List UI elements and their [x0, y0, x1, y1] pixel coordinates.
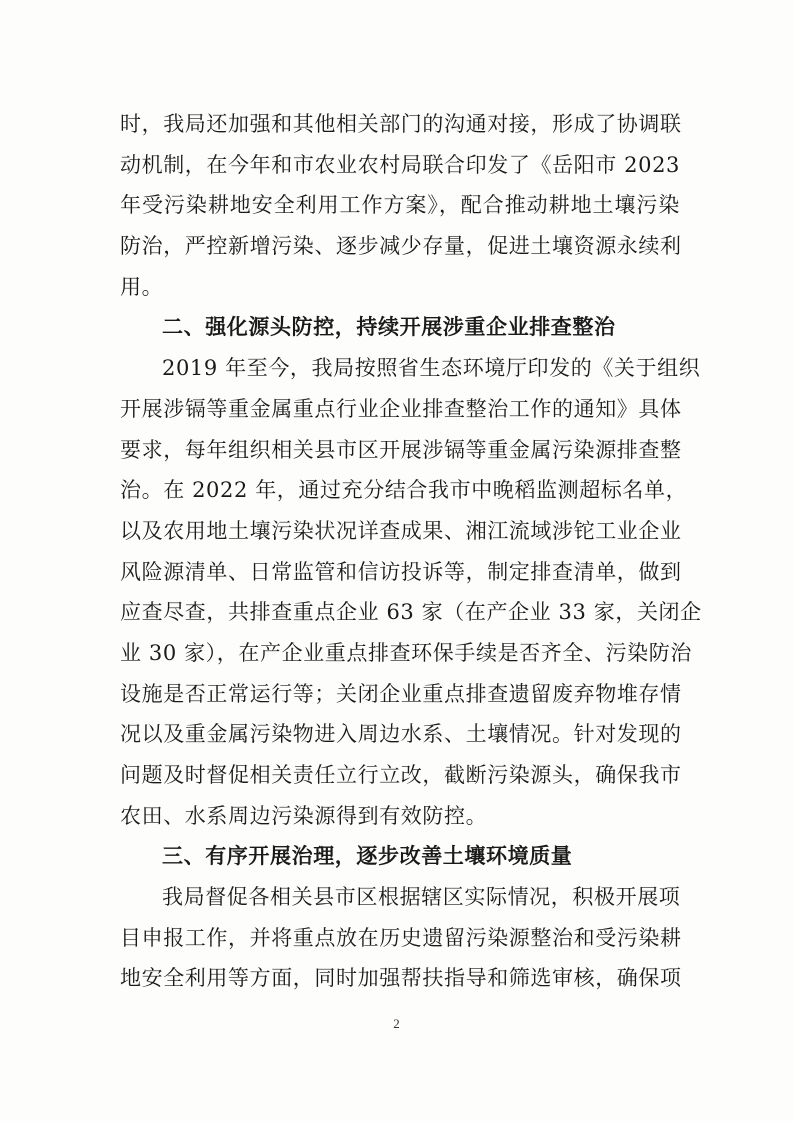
text-line: 设施是否正常运行等；关闭企业重点排查遗留废弃物堆存情 — [120, 681, 682, 706]
text-line: 应查尽查，共排查重点企业 63 家（在产企业 33 家，关闭企 — [120, 600, 702, 625]
text-line: 风险源清单、日常监管和信访投诉等，制定排查清单，做到 — [120, 559, 682, 584]
text-line: 地安全利用等方面，同时加强帮扶指导和筛选审核，确保项 — [120, 966, 682, 991]
text-line: 问题及时督促相关责任立行立改，截断污染源头，确保我市 — [120, 763, 682, 787]
text-line: 用。 — [120, 274, 164, 299]
text-line: 时，我局还加强和其他相关部门的沟通对接，形成了协调联 — [120, 112, 682, 136]
text-line: 要求，每年组织相关县市区开展涉镉等重金属污染源排查整 — [120, 437, 682, 462]
text-line: 防治，严控新增污染、逐步减少存量，促进土壤资源永续利 — [120, 234, 682, 259]
text-line: 以及农用地土壤污染状况详查成果、湘江流域涉铊工业企业 — [120, 518, 682, 543]
text-line: 开展涉镉等重金属重点行业企业排查整治工作的通知》具体 — [120, 396, 682, 421]
text-line: 农田、水系周边污染源得到有效防控。 — [120, 803, 488, 828]
page-number: 2 — [393, 1016, 400, 1031]
text-line: 业 30 家），在产企业重点排查环保手续是否齐全、污染防治 — [120, 640, 692, 665]
document-body — [120, 104, 702, 999]
text-line: 我局督促各相关县市区根据辖区实际情况，积极开展项 — [162, 885, 681, 910]
section-heading: 三、有序开展治理，逐步改善土壤环境质量 — [162, 844, 573, 869]
text-line: 动机制，在今年和市农业农村局联合印发了《岳阳市 2023 — [120, 152, 680, 177]
text-line: 2019 年至今，我局按照省生态环境厅印发的《关于组织 — [162, 356, 701, 381]
text-line: 治。在 2022 年，通过充分结合我市中晚稻监测超标名单， — [120, 478, 688, 503]
text-line: 况以及重金属污染物进入周边水系、土壤情况。针对发现的 — [120, 722, 682, 747]
section-heading: 二、强化源头防控，持续开展涉重企业排查整治 — [162, 315, 616, 340]
text-line: 目申报工作，并将重点放在历史遗留污染源整治和受污染耕 — [120, 925, 682, 950]
text-line: 年受污染耕地安全利用工作方案》，配合推动耕地土壤污染 — [120, 193, 680, 218]
